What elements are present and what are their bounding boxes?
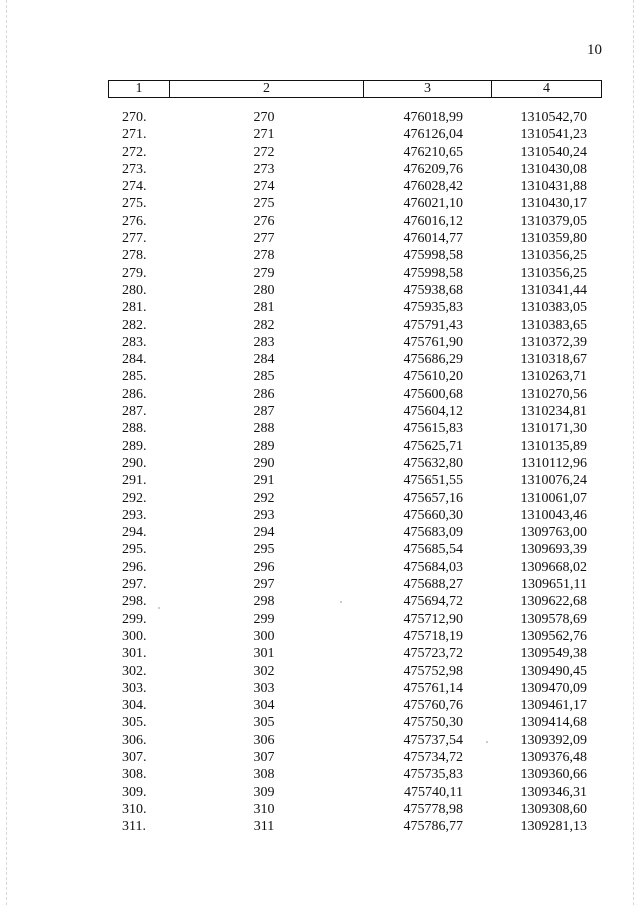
- table-cell-col2: 273: [253, 161, 275, 177]
- table-cell-col4: 1310043,46: [520, 507, 587, 523]
- table-row: [108, 351, 602, 368]
- table-cell-col4: 1309490,45: [520, 663, 587, 679]
- table-cell-col1: 306.: [122, 732, 147, 748]
- table-cell-col2: 299: [253, 611, 275, 627]
- table-cell-col3: 475651,55: [403, 473, 463, 489]
- table-cell-col4: 1309414,68: [520, 715, 587, 731]
- table-row: [108, 334, 602, 351]
- table-cell-col3: 475686,29: [403, 352, 463, 368]
- table-row: [108, 749, 602, 766]
- table-row: [108, 109, 602, 126]
- table-cell-col2: 293: [253, 507, 275, 523]
- table-cell-col1: 283.: [122, 334, 147, 350]
- table-row: [108, 784, 602, 801]
- table-cell-col1: 274.: [122, 179, 147, 195]
- table-cell-col4: 1310372,39: [520, 334, 587, 350]
- table-cell-col4: 1310318,67: [520, 352, 587, 368]
- table-cell-col1: 297.: [122, 577, 147, 593]
- table-cell-col3: 475660,30: [403, 507, 463, 523]
- table-cell-col3: 475615,83: [403, 421, 463, 437]
- table-cell-col4: 1310171,30: [520, 421, 587, 437]
- table-cell-col1: 303.: [122, 680, 147, 696]
- table-cell-col3: 475740,11: [404, 784, 463, 800]
- table-cell-col2: 283: [253, 334, 275, 350]
- table-cell-col1: 302.: [122, 663, 147, 679]
- scan-speck: [158, 607, 160, 609]
- table-row: [108, 801, 602, 818]
- table-cell-col1: 277.: [122, 231, 147, 247]
- table-cell-col2: 297: [253, 577, 275, 593]
- table-cell-col4: 1310430,17: [520, 196, 587, 212]
- table-cell-col4: 1310379,05: [520, 213, 587, 229]
- table-cell-col1: 309.: [122, 784, 147, 800]
- table-row: [108, 368, 602, 385]
- table-cell-col3: 475778,98: [403, 801, 463, 817]
- table-cell-col4: 1309549,38: [520, 646, 587, 662]
- table-cell-col2: 295: [253, 542, 275, 558]
- table-cell-col2: 280: [253, 282, 275, 298]
- table-row: [108, 593, 602, 610]
- table-row: [108, 818, 602, 835]
- table-cell-col4: 1310430,08: [520, 161, 587, 177]
- table-row: [108, 403, 602, 420]
- table-row: [108, 663, 602, 680]
- table-cell-col3: 475735,83: [403, 767, 463, 783]
- table-cell-col4: 1310540,24: [520, 144, 587, 160]
- table-cell-col2: 298: [253, 594, 275, 610]
- table-cell-col3: 475761,90: [403, 334, 463, 350]
- table-cell-col3: 476014,77: [403, 231, 463, 247]
- table-row: [108, 697, 602, 714]
- table-cell-col3: 475684,03: [403, 559, 463, 575]
- table-cell-col1: 293.: [122, 507, 147, 523]
- table-row: [108, 178, 602, 195]
- header-cell-2: 2: [169, 81, 363, 97]
- table-row: [108, 541, 602, 558]
- table-cell-col1: 305.: [122, 715, 147, 731]
- table-cell-col2: 305: [253, 715, 275, 731]
- table-cell-col1: 289.: [122, 438, 147, 454]
- table-row: [108, 628, 602, 645]
- table-cell-col2: 274: [253, 179, 275, 195]
- table-cell-col2: 292: [253, 490, 275, 506]
- table-row: [108, 611, 602, 628]
- table-cell-col1: 311.: [122, 819, 146, 835]
- table-row: [108, 732, 602, 749]
- table-cell-col1: 300.: [122, 628, 147, 644]
- table-header: [108, 80, 602, 98]
- table-cell-col4: 1310234,81: [520, 404, 587, 420]
- table-cell-col4: 1309360,66: [520, 767, 587, 783]
- table-body: [108, 109, 602, 835]
- table-row: [108, 438, 602, 455]
- page-number: 10: [587, 42, 602, 58]
- table-cell-col1: 298.: [122, 594, 147, 610]
- table-row: [108, 490, 602, 507]
- table-cell-col4: 1309651,11: [521, 577, 587, 593]
- table-cell-col2: 291: [253, 473, 275, 489]
- table-cell-col1: 310.: [122, 801, 147, 817]
- table-row: [108, 213, 602, 230]
- table-row: [108, 680, 602, 697]
- table-cell-col4: 1309392,09: [520, 732, 587, 748]
- table-row: [108, 195, 602, 212]
- table-row: [108, 766, 602, 783]
- table-cell-col2: 311: [253, 819, 275, 835]
- table-cell-col1: 279.: [122, 265, 147, 281]
- table-cell-col2: 286: [253, 386, 275, 402]
- table-cell-col3: 475657,16: [403, 490, 463, 506]
- page-edge-right: [633, 0, 634, 905]
- table-cell-col1: 286.: [122, 386, 147, 402]
- table-cell-col4: 1310359,80: [520, 231, 587, 247]
- table-cell-col3: 475718,19: [403, 628, 463, 644]
- table-cell-col1: 284.: [122, 352, 147, 368]
- table-cell-col4: 1310431,88: [520, 179, 587, 195]
- table-cell-col3: 476016,12: [403, 213, 463, 229]
- table-cell-col1: 285.: [122, 369, 147, 385]
- table-cell-col3: 476210,65: [403, 144, 463, 160]
- table-cell-col1: 280.: [122, 282, 147, 298]
- scan-speck: [486, 741, 488, 743]
- table-cell-col2: 288: [253, 421, 275, 437]
- table-cell-col3: 476021,10: [403, 196, 463, 212]
- table-cell-col3: 475734,72: [403, 749, 463, 765]
- table-cell-col2: 281: [253, 300, 275, 316]
- table-cell-col3: 475610,20: [403, 369, 463, 385]
- table-row: [108, 126, 602, 143]
- table-cell-col2: 296: [253, 559, 275, 575]
- table-cell-col2: 300: [253, 628, 275, 644]
- table-cell-col2: 306: [253, 732, 275, 748]
- table-cell-col1: 290.: [122, 455, 147, 471]
- table-cell-col2: 277: [253, 231, 275, 247]
- table-row: [108, 472, 602, 489]
- table-cell-col4: 1309763,00: [520, 525, 587, 541]
- table-cell-col3: 475694,72: [403, 594, 463, 610]
- table-row: [108, 317, 602, 334]
- table-cell-col3: 475786,77: [403, 819, 463, 835]
- table-row: [108, 645, 602, 662]
- table-row: [108, 386, 602, 403]
- table-cell-col3: 476209,76: [403, 161, 463, 177]
- table-cell-col4: 1309668,02: [520, 559, 587, 575]
- table-cell-col2: 275: [253, 196, 275, 212]
- table-cell-col1: 292.: [122, 490, 147, 506]
- table-cell-col3: 475935,83: [403, 300, 463, 316]
- table-row: [108, 507, 602, 524]
- table-cell-col4: 1310356,25: [520, 248, 587, 264]
- table-cell-col3: 475625,71: [403, 438, 463, 454]
- table-row: [108, 265, 602, 282]
- table-cell-col2: 307: [253, 749, 275, 765]
- table-row: [108, 282, 602, 299]
- table-cell-col3: 475685,54: [403, 542, 463, 558]
- table-cell-col3: 475600,68: [403, 386, 463, 402]
- header-cell-4: 4: [491, 81, 601, 97]
- table-cell-col2: 272: [253, 144, 275, 160]
- table-cell-col1: 281.: [122, 300, 147, 316]
- table-cell-col2: 276: [253, 213, 275, 229]
- table-cell-col1: 301.: [122, 646, 147, 662]
- table-cell-col4: 1310135,89: [520, 438, 587, 454]
- table-cell-col4: 1309578,69: [520, 611, 587, 627]
- table-cell-col4: 1309622,68: [520, 594, 587, 610]
- table-cell-col3: 475761,14: [403, 680, 463, 696]
- header-cell-3: 3: [363, 81, 491, 97]
- table-cell-col2: 294: [253, 525, 275, 541]
- table-cell-col4: 1309470,09: [520, 680, 587, 696]
- table-cell-col4: 1309693,39: [520, 542, 587, 558]
- table-cell-col4: 1309308,60: [520, 801, 587, 817]
- table-row: [108, 559, 602, 576]
- table-cell-col2: 287: [253, 404, 275, 420]
- table-cell-col2: 282: [253, 317, 275, 333]
- table-cell-col4: 1310076,24: [520, 473, 587, 489]
- table-cell-col1: 270.: [122, 110, 147, 125]
- table-cell-col2: 285: [253, 369, 275, 385]
- table-cell-col2: 284: [253, 352, 275, 368]
- table-cell-col1: 272.: [122, 144, 147, 160]
- table-cell-col2: 302: [253, 663, 275, 679]
- table-cell-col4: 1310541,23: [520, 127, 587, 143]
- table-cell-col4: 1310341,44: [520, 282, 587, 298]
- table-cell-col1: 278.: [122, 248, 147, 264]
- table-cell-col4: 1310112,96: [521, 455, 587, 471]
- table-cell-col3: 475604,12: [403, 404, 463, 420]
- table-row: [108, 714, 602, 731]
- table-cell-col2: 303: [253, 680, 275, 696]
- table-cell-col2: 290: [253, 455, 275, 471]
- table-cell-col1: 299.: [122, 611, 147, 627]
- header-cell-1: 1: [135, 81, 143, 96]
- table-cell-col3: 475632,80: [403, 455, 463, 471]
- table-cell-col1: 273.: [122, 161, 147, 177]
- table-cell-col1: 282.: [122, 317, 147, 333]
- table-cell-col3: 475938,68: [403, 282, 463, 298]
- table-cell-col3: 476126,04: [403, 127, 463, 143]
- table-row: [108, 161, 602, 178]
- table-cell-col4: 1310061,07: [520, 490, 587, 506]
- table-cell-col1: 308.: [122, 767, 147, 783]
- table-cell-col1: 287.: [122, 404, 147, 420]
- table-cell-col4: 1310542,70: [520, 110, 587, 125]
- table-cell-col3: 475712,90: [403, 611, 463, 627]
- table-cell-col1: 276.: [122, 213, 147, 229]
- table-cell-col3: 475998,58: [403, 248, 463, 264]
- table-cell-col1: 304.: [122, 698, 147, 714]
- table-row: [108, 524, 602, 541]
- table-cell-col4: 1309281,13: [520, 819, 587, 835]
- page-edge-left: [6, 0, 7, 905]
- table-row: [108, 299, 602, 316]
- table-cell-col4: 1310270,56: [520, 386, 587, 402]
- table-row: [108, 247, 602, 264]
- table-cell-col4: 1310383,65: [520, 317, 587, 333]
- table-cell-col3: 475760,76: [403, 698, 463, 714]
- table-cell-col3: 475750,30: [403, 715, 463, 731]
- table-cell-col2: 270: [253, 110, 275, 125]
- table-cell-col4: 1309562,76: [520, 628, 587, 644]
- table-cell-col1: 295.: [122, 542, 147, 558]
- table-cell-col4: 1310263,71: [520, 369, 587, 385]
- table-cell-col1: 288.: [122, 421, 147, 437]
- table-cell-col4: 1309346,31: [520, 784, 587, 800]
- table-cell-col2: 301: [253, 646, 275, 662]
- table-cell-col2: 309: [253, 784, 275, 800]
- table-cell-col2: 289: [253, 438, 275, 454]
- table-cell-col3: 476018,99: [403, 110, 463, 125]
- table-cell-col1: 296.: [122, 559, 147, 575]
- table-cell-col2: 308: [253, 767, 275, 783]
- table-cell-col3: 475998,58: [403, 265, 463, 281]
- table-row: [108, 420, 602, 437]
- table-row: [108, 455, 602, 472]
- table-cell-col1: 271.: [122, 127, 147, 143]
- table-cell-col4: 1310356,25: [520, 265, 587, 281]
- table-cell-col3: 475791,43: [403, 317, 463, 333]
- scan-speck: [340, 601, 342, 603]
- table-cell-col3: 475752,98: [403, 663, 463, 679]
- table-cell-col1: 275.: [122, 196, 147, 212]
- table-cell-col3: 475737,54: [403, 732, 463, 748]
- table-cell-col2: 279: [253, 265, 275, 281]
- table-cell-col4: 1310383,05: [520, 300, 587, 316]
- table-cell-col1: 291.: [122, 473, 147, 489]
- table-cell-col1: 307.: [122, 749, 147, 765]
- table-cell-col4: 1309461,17: [520, 698, 587, 714]
- table-cell-col2: 278: [253, 248, 275, 264]
- table-cell-col3: 475688,27: [403, 577, 463, 593]
- table-cell-col3: 476028,42: [403, 179, 463, 195]
- table-cell-col1: 294.: [122, 525, 147, 541]
- table-row: [108, 144, 602, 161]
- table-cell-col3: 475683,09: [403, 525, 463, 541]
- table-cell-col2: 310: [253, 801, 275, 817]
- table-row: [108, 230, 602, 247]
- table-cell-col2: 271: [253, 127, 275, 143]
- table-cell-col3: 475723,72: [403, 646, 463, 662]
- table-row: [108, 576, 602, 593]
- table-cell-col4: 1309376,48: [520, 749, 587, 765]
- table-cell-col2: 304: [253, 698, 275, 714]
